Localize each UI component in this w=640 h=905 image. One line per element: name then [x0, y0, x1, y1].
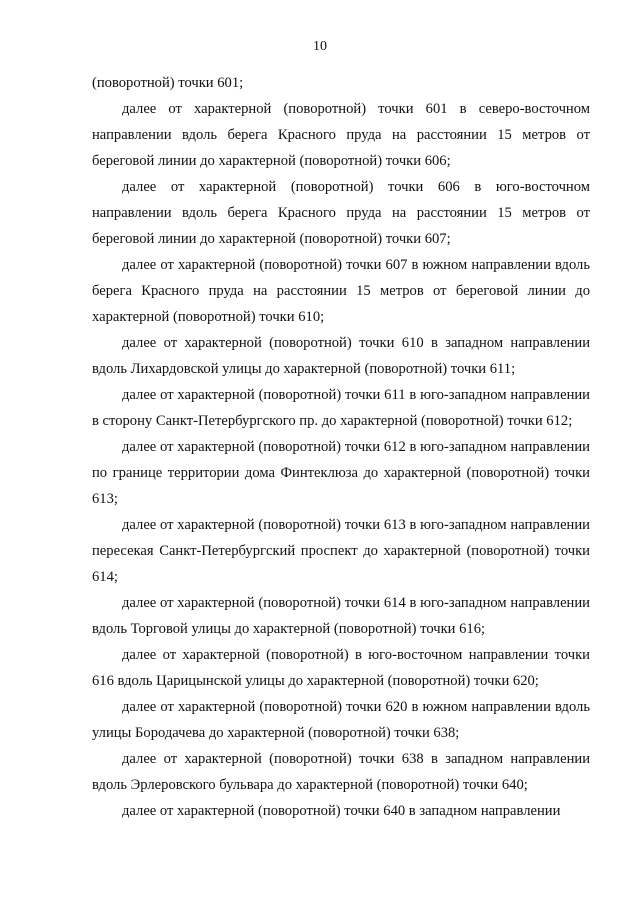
paragraph: далее от характерной (поворотной) точки 638 в западном направлении вдоль Эрлеровского бульвара до характерной (поворотной) точки 640; [92, 751, 590, 793]
paragraph: далее от характерной (поворотной) точки 606 в юго-восточном направлении вдоль берега Красного пруда на расстоянии 15 метров от береговой линии до характерной (поворотной) точки 607; [92, 179, 590, 247]
paragraph: далее от характерной (поворотной) в юго-восточном направлении точки 616 вдоль Царицынской улицы до характерной (поворотной) точки 620; [92, 647, 590, 689]
paragraph: далее от характерной (поворотной) точки 613 в юго-западном направлении пересекая Санкт-Петербургский проспект до характерной (поворотной) точки 614; [92, 517, 590, 585]
paragraph: далее от характерной (поворотной) точки 614 в юго-западном направлении вдоль Торговой улицы до характерной (поворотной) точки 616; [92, 595, 590, 637]
page-number: 10 [313, 39, 327, 54]
body-text [92, 70, 590, 824]
paragraph: далее от характерной (поворотной) точки 607 в южном направлении вдоль берега Красного пруда на расстоянии 15 метров от береговой линии до характерной (поворотной) точки 610; [92, 257, 590, 325]
paragraph: далее от характерной (поворотной) точки 620 в южном направлении вдоль улицы Бородачева до характерной (поворотной) точки 638; [92, 699, 590, 741]
paragraph: далее от характерной (поворотной) точки 640 в западном направлении [122, 803, 561, 819]
paragraph: далее от характерной (поворотной) точки 610 в западном направлении вдоль Лихардовской улицы до характерной (поворотной) точки 611; [92, 335, 590, 377]
paragraph: далее от характерной (поворотной) точки 611 в юго-западном направлении в сторону Санкт-Петербургского пр. до характерной (поворотной) точки 612; [92, 387, 590, 429]
paragraph: далее от характерной (поворотной) точки 601 в северо-восточном направлении вдоль берега Красного пруда на расстоянии 15 метров от береговой линии до характерной (поворотной) точки 606; [92, 101, 590, 169]
paragraph: (поворотной) точки 601; [92, 75, 244, 91]
paragraph: далее от характерной (поворотной) точки 612 в юго-западном направлении по границе территории дома Финтеклюза до характерной (поворотной) точки 613; [92, 439, 590, 507]
